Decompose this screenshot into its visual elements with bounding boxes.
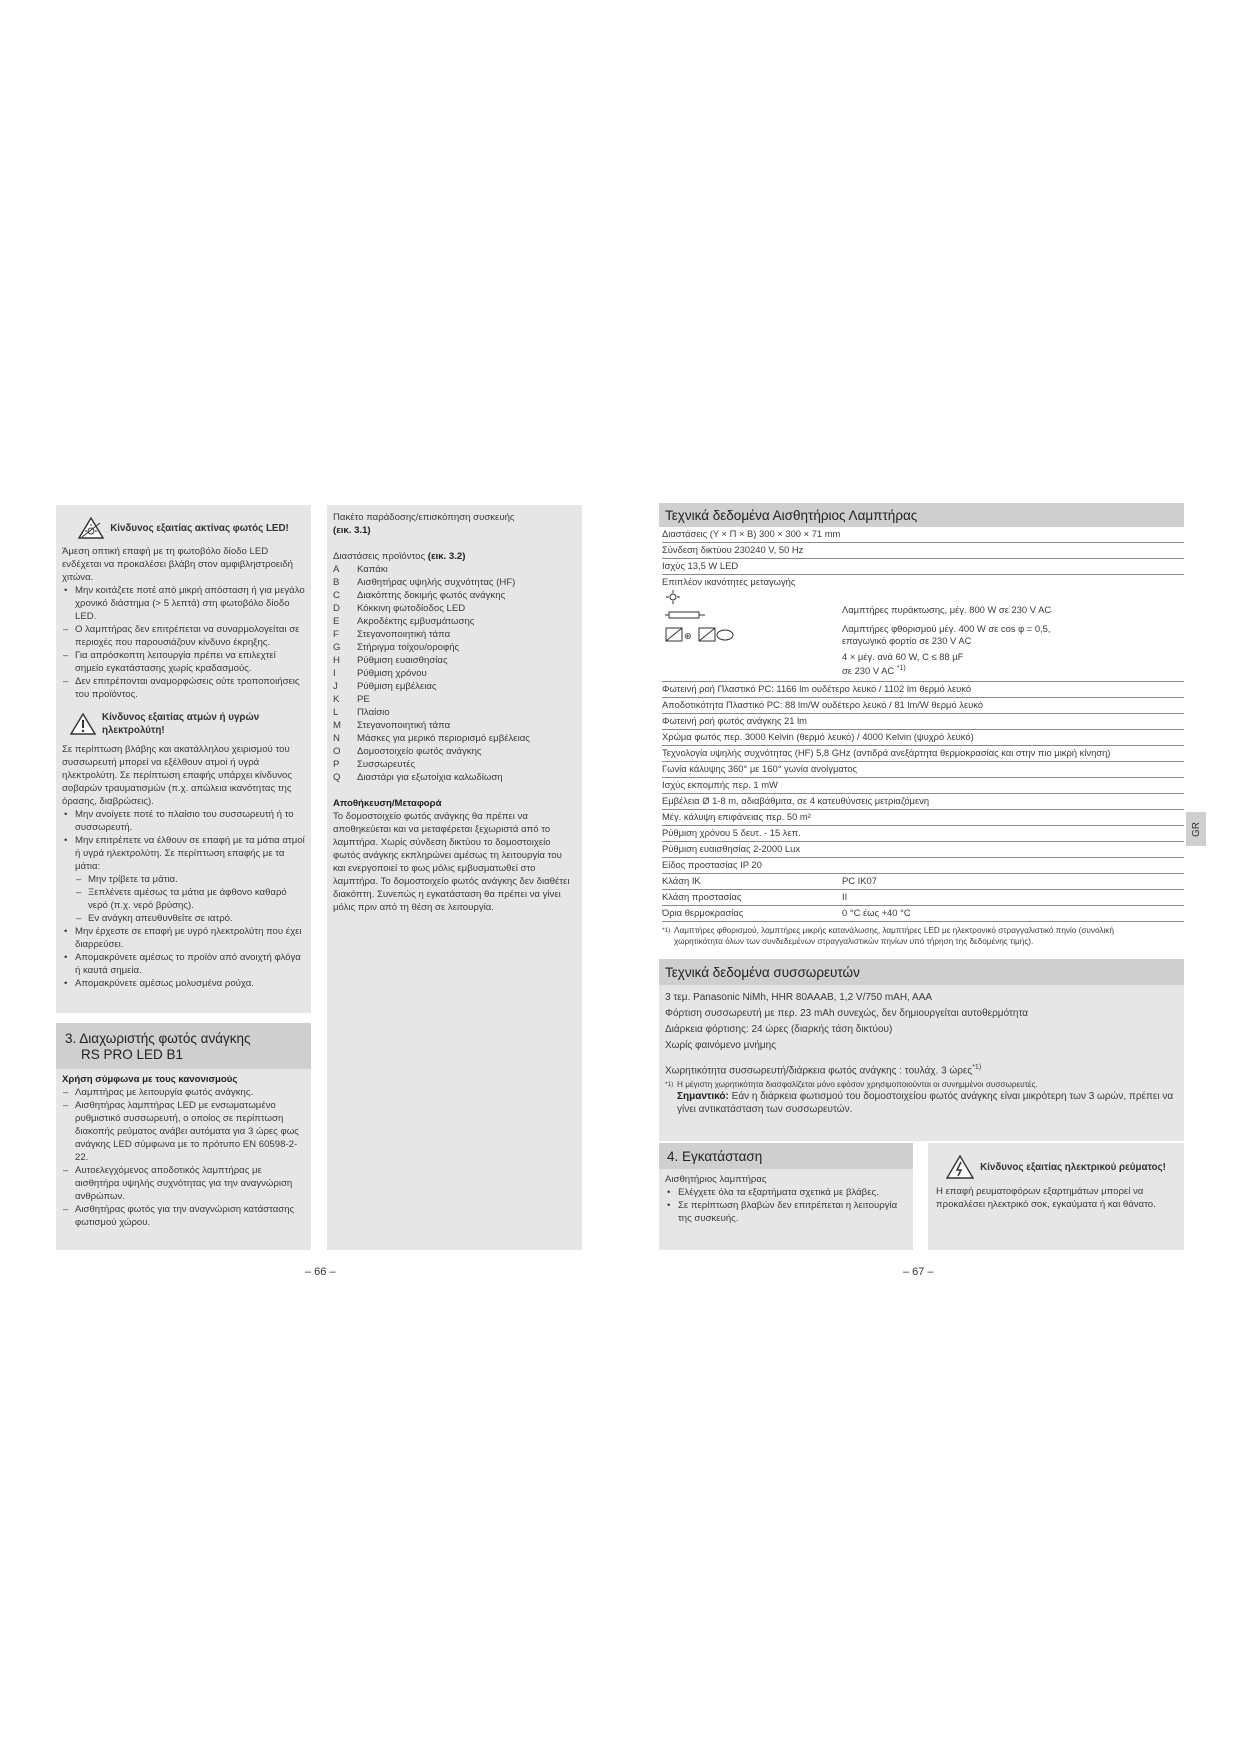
list-item: – Μην τρίβετε τα μάτια. [62, 873, 305, 886]
list-item: • Απομακρύνετε αμέσως το προϊόν από ανοιχτή φλόγα ή καυτά σημεία. [62, 951, 305, 977]
part-label: Ακροδέκτης εμβυσμάτωσης [357, 616, 475, 627]
table-cell: Φωτεινή ροή Πλαστικό PC: 1166 lm ουδέτερο λευκό / 1102 lm θερμό λευκό [662, 682, 1184, 698]
table-cell: Ισχύς εκπομπής περ. 1 mW [662, 778, 1184, 794]
spec-key: Κλάση προστασίας [662, 891, 742, 903]
vapor-warning-title: Κίνδυνος εξαιτίας ατμών ή υγρών ηλεκτρολύτη! [102, 712, 260, 736]
table-cell: Σύνδεση δικτύου 230240 V, 50 Hz [662, 543, 1184, 559]
table-row [662, 746, 1184, 762]
table-row [662, 906, 1184, 922]
table-cell: Αποδοτικότητα Πλαστικό PC: 88 lm/W ουδέτερο λευκό / 81 lm/W θερμό λευκό [662, 698, 1184, 714]
figure-ref: (εικ. 3.1) [333, 525, 371, 536]
parts-list-item [333, 680, 576, 693]
footnote-mark: *1) [665, 1081, 674, 1089]
battery-note [665, 1090, 1178, 1116]
spec-value: PC IK07 [842, 875, 877, 887]
parts-list-item [333, 628, 576, 641]
footnote-line: χωρητικότητα όλων των συνδεδεμένων στραγγαλιστικών πηνίων υπό τήρηση της δεδομένης τιμής). [674, 937, 1034, 947]
footnote-mark: *1) [896, 665, 906, 672]
tech-data-heading: Τεχνικά δεδομένα Αισθητήριος Λαμπτήρας [659, 503, 1184, 527]
section-3-list [62, 1086, 305, 1229]
footnote-mark: *1) [972, 1064, 982, 1071]
loads-label: Επιπλέον ικανότητες μεταγωγής [662, 576, 796, 587]
part-label: Αισθητήρας υψηλής συχνότητας (HF) [357, 577, 516, 588]
parts-list-item [333, 615, 576, 628]
table-cell: Διαστάσεις (Υ × Π × Β) 300 × 300 × 71 mm [662, 527, 1184, 543]
parts-list-item [333, 654, 576, 667]
table-row [662, 890, 1184, 906]
list-item: – Αισθητήρας φωτός για την αναγνώριση κατάστασης φωτισμού χώρου. [62, 1203, 305, 1229]
part-label: Στεγανοποιητική τάπα [357, 720, 451, 731]
tech-data-panel [659, 503, 1184, 947]
table-cell [662, 890, 1184, 906]
parts-list-item [333, 563, 576, 576]
incandescent-lamp-icon [665, 590, 681, 604]
list-item: – Λαμπτήρας με λειτουργία φωτός ανάγκης. [62, 1086, 305, 1099]
section-3-subheading: Χρήση σύμφωνα με τους κανονισμούς [62, 1074, 238, 1085]
page-number-right: – 67 – [903, 1266, 934, 1278]
package-contents-text: Πακέτο παράδοσης/επισκόπηση συσκευής [333, 512, 515, 523]
vapor-warning-text: Σε περίπτωση βλάβης και ακατάλληλου χειρισμού του συσσωρευτή μπορεί να εξέλθουν ατμοί ή υγρά ηλεκτρολύτη. Σε περίπτωση επαφής υπάρχει κίνδυνος σοβαρών τραυματισμών (π.χ. απώλεια ικανότητας της όρασης, διαβρώσεις). [62, 744, 292, 807]
spec-key: Κλάση IK [662, 875, 701, 887]
part-letter: Q [333, 772, 341, 783]
spec-value: 0 °C έως +40 °C [842, 907, 911, 919]
part-label: Δομοστοιχείο φωτός ανάγκης [357, 746, 482, 757]
table-cell [662, 874, 1184, 890]
parts-list-item [333, 667, 576, 680]
battery-row: Διάρκεια φόρτισης: 24 ώρες (διαρκής τάση δικτύου) [665, 1024, 893, 1035]
tech-footnote [662, 925, 1184, 947]
load-icons [662, 590, 842, 677]
part-label: Κόκκινη φωτοδίοδος LED [357, 603, 466, 614]
installation-heading: 4. Εγκατάσταση [659, 1143, 913, 1169]
part-label: Μάσκες για μερικό περιορισμό εμβέλειας [357, 733, 530, 744]
dimensions-text: Διαστάσεις προϊόντος [333, 551, 428, 562]
table-cell: Εμβέλεια Ø 1-8 m, αδιαβάθμιτα, σε 4 κατευθύνσεις μετριαζόμενη [662, 794, 1184, 810]
part-label: Στήριγμα τοίχου/οροφής [357, 642, 460, 653]
part-label: PE [357, 694, 370, 705]
load-inductive: επαγωγικό φορτίο σε 230 V AC [842, 635, 972, 646]
list-item: • Απομακρύνετε αμέσως μολυσμένα ρούχα. [62, 977, 305, 990]
language-tab-gr [1186, 812, 1206, 846]
load-led: 4 × μέγ. ανά 60 W, C ≤ 88 µF [842, 651, 964, 662]
part-label: Καπάκι [357, 564, 388, 575]
battery-note-text: Εάν η διάρκεια φωτισμού του δομοστοιχείου φωτός ανάγκης είναι μικρότερη των 3 ωρών, πρέπει να γίνει αντικατάσταση των συσσωρευτών. [677, 1091, 1174, 1116]
battery-capacity: Χωρητικότητα συσσωρευτή/διάρκεια φωτός ανάγκης : τουλάχ. 3 ώρες [665, 1065, 973, 1077]
part-label: Ρύθμιση ευαισθησίας [357, 655, 448, 666]
electric-hazard-icon [946, 1155, 974, 1179]
storage-text: Το δομοστοιχείο φωτός ανάγκης θα πρέπει να αποθηκεύεται και να μεταφέρεται ξεχωριστά από το λαμπτήρα. Χωρίς σύνδεση δικτύου το δομοστοιχείο φωτός ανάγκης εκπληρώνει αμέσως τη λειτουργία του και ενεργοποιεί το φως μόλις εμβυσματωθεί στο λαμπτήρα. Το δομοστοιχείο φωτός ανάγκης δεν διαθέτει διακόπτη. Συνεπώς η εγκατάσταση θα πρέπει να γίνει μόλις πριν από τη θέση σε λειτουργία. [333, 811, 570, 913]
page-number-left: – 66 – [305, 1266, 336, 1278]
part-letter: G [333, 642, 341, 653]
list-item: • Μην κοιτάζετε ποτέ από μικρή απόσταση ή για μεγάλο χρονικό διάστημα (> 5 λεπτά) στη φωτοβόλο δίοδο LED. [62, 584, 305, 623]
fluorescent-tube-icon [665, 609, 705, 621]
led-radiation-warning-icon [78, 517, 104, 539]
table-cell [662, 906, 1184, 922]
table-cell: Μέγ. κάλυψη επιφάνειας περ. 50 m² [662, 810, 1184, 826]
part-letter: D [333, 603, 340, 614]
battery-capacity-line [665, 1060, 1178, 1079]
table-row [662, 527, 1184, 543]
table-row [662, 559, 1184, 575]
figure-ref: (εικ. 3.2) [427, 551, 466, 562]
table-cell: Χρώμα φωτός περ. 3000 Kelvin (θερμό λευκό) / 4000 Kelvin (ψυχρό λευκό) [662, 730, 1184, 746]
load-incandescent: Λαμπτήρες πυράκτωσης, μέγ. 800 W σε 230 V AC [842, 604, 1052, 615]
list-item: • Μην ανοίγετε ποτέ το πλαίσιο του συσσωρευτή ή το συσσωρευτή. [62, 808, 305, 834]
spec-key: Όρια θερμοκρασίας [662, 907, 744, 919]
part-letter: N [333, 733, 340, 744]
parts-list-item [333, 771, 576, 784]
part-letter: J [333, 681, 338, 692]
parts-list [333, 563, 576, 784]
list-item: – Αισθητήρας λαμπτήρας LED με ενσωματωμένο ρυθμιστικό συσσωρευτή, ο οποίος σε περίπτωση διακοπής ρεύματος ανάβει αυτόματα για 3 ώρες φως ανάγκης LED σύμφωνα με το πρότυπο EN 60598-2-22. [62, 1099, 305, 1164]
battery-footnote [665, 1079, 1178, 1090]
warnings-panel [56, 505, 311, 1013]
table-row [662, 826, 1184, 842]
footnote-line: Λαμπτήρες φθορισμού, λαμπτήρες μικρής κατανάλωσης, λαμπτήρες LED με ηλεκτρονικό στραγγαλιστικό πηνίο (συνολική [674, 926, 1114, 936]
table-row [662, 858, 1184, 874]
list-item: • Σε περίπτωση βλαβών δεν επιτρέπεται η λειτουργία της συσκευής. [665, 1199, 907, 1225]
battery-data-heading: Τεχνικά δεδομένα συσσωρευτών [659, 959, 1184, 985]
part-letter: I [333, 668, 336, 679]
list-item: – Δεν επιτρέπονται αναμορφώσεις ούτε τροποποιήσεις του προϊόντος. [62, 675, 305, 701]
electric-warning-heading [934, 1155, 1178, 1179]
parts-list-item [333, 706, 576, 719]
part-letter: O [333, 746, 341, 757]
vapor-warning-list [62, 808, 305, 990]
parts-list-item [333, 589, 576, 602]
parts-list-item [333, 758, 576, 771]
parts-list-item [333, 641, 576, 654]
battery-note-label: Σημαντικό: [677, 1091, 729, 1103]
led-warning-title: Κίνδυνος εξαιτίας ακτίνας φωτός LED! [110, 522, 289, 534]
table-row [662, 575, 1184, 682]
storage-heading: Αποθήκευση/Μεταφορά [333, 798, 442, 809]
part-letter: L [333, 707, 339, 718]
table-cell: Ρύθμιση ευαισθησίας 2-2000 Lux [662, 842, 1184, 858]
installation-subheading: Αισθητήριος λαμπτήρας [665, 1174, 767, 1185]
installation-panel [659, 1143, 913, 1250]
table-cell: Ισχύς 13,5 W LED [662, 559, 1184, 575]
load-fluorescent: Λαμπτήρες φθορισμού μέγ. 400 W σε cos φ = 0,5, [842, 623, 1051, 634]
part-label: Διακόπτης δοκιμής φωτός ανάγκης [357, 590, 506, 601]
table-cell: Τεχνολογία υψηλής συχνότητας (HF) 5,8 GHz (αντιδρά ανεξάρτητα θερμοκρασίας και στην πιο μικρή κίνηση) [662, 746, 1184, 762]
exclamation-warning-icon [70, 713, 96, 735]
part-label: Διαστάρι για εξωτοίχια καλωδίωση [357, 772, 503, 783]
part-label: Πλαίσιο [357, 707, 390, 718]
table-row [662, 543, 1184, 559]
svg-text:⊕: ⊕ [684, 632, 692, 642]
device-overview-panel [327, 505, 582, 1250]
package-contents-line [333, 511, 576, 537]
table-row [662, 874, 1184, 890]
part-letter: E [333, 616, 340, 627]
led-warning-text: Άμεση οπτική επαφή με τη φωτοβόλο δίοδο LED ενδέχεται να προκαλέσει βλάβη στον αμφιβληστροειδή χιτώνα. [62, 546, 293, 583]
footnote-mark: *1) [662, 927, 671, 935]
list-item: – Ο λαμπτήρας δεν επιτρέπεται να συναρμολογείται σε περιοχές που παρουσιάζουν κίνδυνο έκρηξης. [62, 623, 305, 649]
part-letter: P [333, 759, 340, 770]
dimensions-line [333, 550, 576, 563]
list-item: – Εν ανάγκη απευθυνθείτε σε ιατρό. [62, 912, 305, 925]
table-row [662, 714, 1184, 730]
table-row [662, 778, 1184, 794]
electric-warning-title: Κίνδυνος εξαιτίας ηλεκτρικού ρεύματος! [980, 1161, 1166, 1173]
led-warning-heading [62, 517, 305, 539]
table-row [662, 682, 1184, 698]
load-led-voltage-line [842, 663, 1184, 677]
battery-data-panel [659, 959, 1184, 1141]
list-item: – Ξεπλένετε αμέσως τα μάτια με άφθονο καθαρό νερό (π.χ. νερό βρύσης). [62, 886, 305, 912]
language-tab-label: GR [1190, 821, 1202, 837]
tech-data-table [662, 527, 1184, 922]
part-letter: K [333, 694, 340, 705]
part-letter: C [333, 590, 340, 601]
led-warning-list [62, 584, 305, 701]
table-row [662, 810, 1184, 826]
section-3-title: 3. Διαχωριστής φωτός ανάγκης [65, 1031, 251, 1046]
table-cell: Είδος προστασίας IP 20 [662, 858, 1184, 874]
battery-footnote-text: Η μέγιστη χωρητικότητα διασφαλίζεται μόνο εφόσον χρησιμοποιούνται οι συνημμένοι συσσωρευτές. [677, 1080, 1038, 1090]
battery-row: 3 τεμ. Panasonic NiMh, HHR 80AAAB, 1,2 V/750 mAH, AAA [665, 992, 933, 1003]
list-item: • Ελέγχετε όλα τα εξαρτήματα σχετικά με βλάβες. [665, 1186, 907, 1199]
part-letter: B [333, 577, 340, 588]
table-cell: Ρύθμιση χρόνου 5 δευτ. - 15 λεπ. [662, 826, 1184, 842]
table-cell: Φωτεινή ροή φωτός ανάγκης 21 lm [662, 714, 1184, 730]
table-row [662, 698, 1184, 714]
part-letter: M [333, 720, 341, 731]
part-label: Συσσωρευτές [357, 759, 416, 770]
parts-list-item [333, 602, 576, 615]
installation-list [665, 1186, 907, 1225]
parts-list-item [333, 719, 576, 732]
part-letter: A [333, 564, 340, 575]
section-3-model: RS PRO LED B1 [81, 1047, 184, 1062]
battery-row: Φόρτιση συσσωρευτή με περ. 23 mAh συνεχώς, δεν δημιουργείται αυτοθερμότητα [665, 1008, 1029, 1019]
led-driver-icons [665, 627, 741, 643]
part-letter: F [333, 629, 339, 640]
parts-list-item [333, 576, 576, 589]
section-3-heading [56, 1023, 311, 1069]
electric-warning-text: Η επαφή ρευματοφόρων εξαρτημάτων μπορεί να προκαλέσει ηλεκτρικό σοκ, εγκαύματα ή και θάνατο. [936, 1186, 1156, 1210]
spec-value: II [842, 891, 848, 903]
vapor-warning-heading [62, 711, 305, 737]
list-item: • Μην έρχεστε σε επαφή με υγρό ηλεκτρολύτη που έχει διαρρεύσει. [62, 925, 305, 951]
table-row [662, 762, 1184, 778]
list-item: – Για απρόσκοπτη λειτουργία πρέπει να επιλεχτεί σημείο εγκατάστασης χωρίς κραδασμούς. [62, 649, 305, 675]
table-cell [662, 575, 1184, 682]
parts-list-item [333, 693, 576, 706]
part-label: Ρύθμιση εμβέλειας [357, 681, 437, 692]
table-row [662, 842, 1184, 858]
list-item: • Μην επιτρέπετε να έλθουν σε επαφή με τα μάτια ατμοί ή υγρά ηλεκτρολύτη. Σε περίπτωση επαφής με τα μάτια: [62, 834, 305, 873]
battery-row: Χωρίς φαινόμενο μνήμης [665, 1040, 777, 1051]
load-led-voltage: σε 230 V AC [842, 665, 895, 677]
table-row [662, 730, 1184, 746]
electric-warning-panel [928, 1143, 1184, 1250]
part-label: Στεγανοποιητική τάπα [357, 629, 451, 640]
table-row [662, 794, 1184, 810]
part-letter: H [333, 655, 340, 666]
parts-list-item [333, 745, 576, 758]
table-cell: Γωνία κάλυψης 360° με 160° γωνία ανοίγματος [662, 762, 1184, 778]
list-item: – Αυτοελεγχόμενος αποδοτικός λαμπτήρας με αισθητήρα υψηλής συχνότητας για την αναγνώριση ανθρώπων. [62, 1164, 305, 1203]
parts-list-item [333, 732, 576, 745]
section-3-panel [56, 1023, 311, 1250]
part-label: Ρύθμιση χρόνου [357, 668, 427, 679]
